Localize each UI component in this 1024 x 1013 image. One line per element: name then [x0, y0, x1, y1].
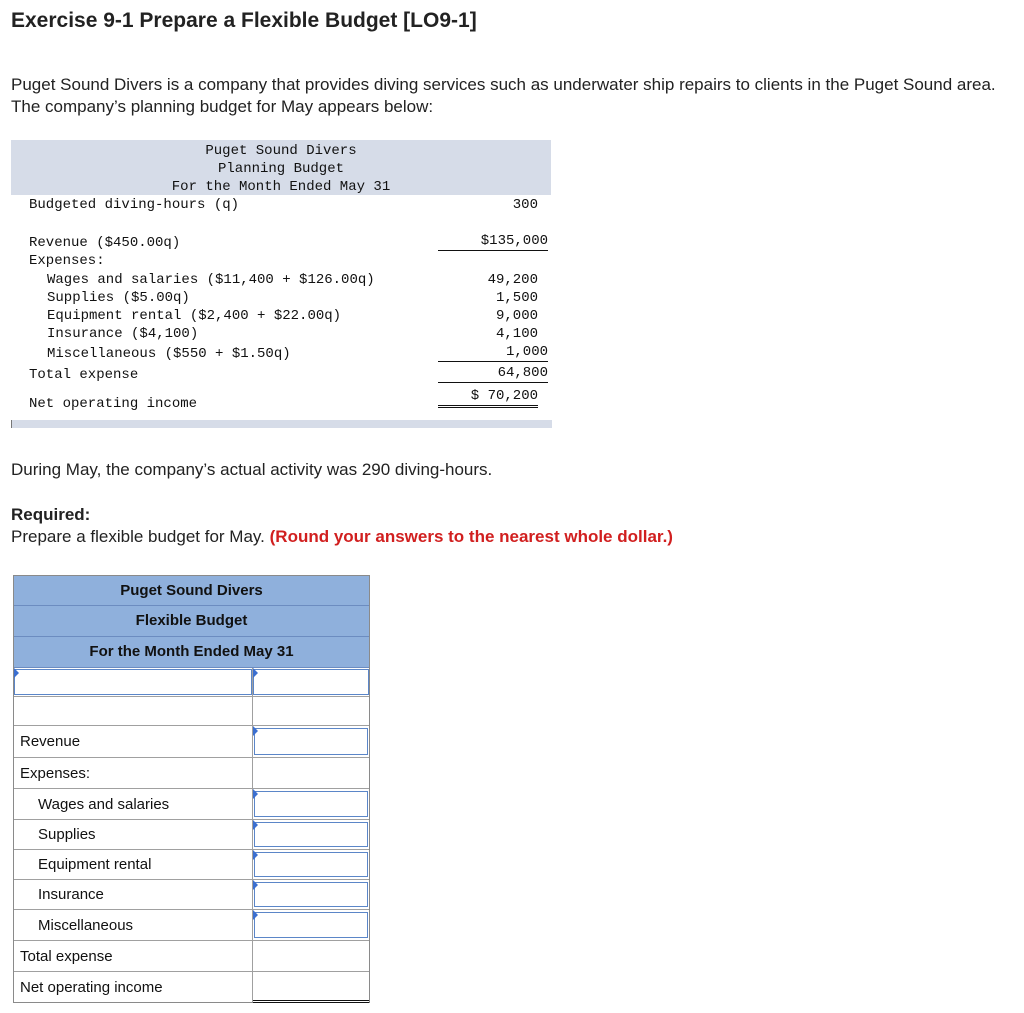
- planning-expense-label: Equipment rental ($2,400 + $22.00q): [47, 308, 342, 324]
- revenue-input[interactable]: [254, 728, 368, 755]
- equipment-row: [14, 850, 369, 880]
- revenue-flag-icon: [253, 726, 258, 736]
- flexible-budget-form: [13, 575, 370, 1003]
- misc-label: Miscellaneous: [14, 910, 253, 940]
- noi-label: Net operating income: [14, 972, 253, 1002]
- revenue-label: Revenue: [14, 726, 253, 757]
- round-note: (Round your answers to the nearest whole dollar.): [269, 527, 673, 546]
- flexible-budget-title: Flexible Budget: [14, 606, 369, 637]
- planning-expense-label: Wages and salaries ($11,400 + $126.00q): [47, 272, 375, 288]
- misc-flag-icon: [253, 910, 258, 920]
- planning-expense-value: 1,500: [495, 290, 538, 306]
- insurance-row: [14, 880, 369, 910]
- wages-row: [14, 789, 369, 820]
- planning-expense-label: Insurance ($4,100): [47, 326, 199, 342]
- planning-activity-label: Budgeted diving-hours (q): [29, 197, 240, 213]
- insurance-value-cell: [253, 880, 369, 909]
- planning-budget-title: Planning Budget: [217, 161, 345, 177]
- planning-expense-value: 9,000: [495, 308, 538, 324]
- wages-value-cell: [253, 789, 369, 819]
- intro-text: Puget Sound Divers is a company that provides diving services such as underwater ship repairs to clients in the Puget Sound area. The company’s planning budget for May appears below:: [11, 75, 996, 116]
- activity-label-input[interactable]: [14, 669, 252, 695]
- activity-value-cell: [253, 668, 369, 696]
- supplies-input[interactable]: [254, 822, 368, 847]
- misc-value-cell: [253, 910, 369, 940]
- activity-value-flag-icon: [253, 668, 258, 678]
- planning-noi-label: Net operating income: [29, 396, 198, 412]
- activity-value-input[interactable]: [253, 669, 369, 695]
- planning-total-expense-value: 64,800: [438, 364, 548, 383]
- supplies-row: [14, 820, 369, 850]
- planning-revenue-label: Revenue ($450.00q): [29, 235, 181, 251]
- misc-input[interactable]: [254, 912, 368, 938]
- planning-expense-value: 4,100: [495, 326, 538, 342]
- blank-value-cell: [253, 697, 369, 725]
- expenses-header-row: [14, 758, 369, 789]
- equipment-flag-icon: [253, 850, 258, 860]
- planning-expenses-label: Expenses:: [29, 253, 105, 269]
- planning-expense-label: Supplies ($5.00q): [47, 290, 190, 306]
- supplies-label: Supplies: [14, 820, 253, 849]
- activity-row: [14, 668, 369, 697]
- expenses-value-cell: [253, 758, 369, 788]
- equipment-label: Equipment rental: [14, 850, 253, 879]
- planning-budget-company: Puget Sound Divers: [205, 143, 357, 159]
- planning-expense-value: 1,000: [438, 343, 548, 362]
- flexible-budget-company: Puget Sound Divers: [14, 576, 369, 606]
- required-text: Prepare a flexible budget for May.: [11, 527, 265, 546]
- actual-activity-text: During May, the company’s actual activity was 290 diving-hours.: [11, 460, 493, 479]
- wages-flag-icon: [253, 789, 258, 799]
- total-expense-row: [14, 941, 369, 972]
- blank-label-cell: [14, 697, 253, 725]
- activity-label-flag-icon: [14, 668, 19, 678]
- activity-label-cell: [14, 668, 253, 696]
- planning-noi-value: $ 70,200: [438, 387, 538, 408]
- noi-value-cell: [253, 972, 369, 1003]
- blank-row: [14, 697, 369, 726]
- flexible-budget-period: For the Month Ended May 31: [14, 637, 369, 668]
- required-label-text: Required:: [11, 505, 91, 524]
- noi-row: [14, 972, 369, 1003]
- supplies-flag-icon: [253, 820, 258, 830]
- planning-budget-footer-band: [11, 420, 552, 428]
- planning-expense-label: Miscellaneous ($550 + $1.50q): [47, 346, 291, 362]
- supplies-value-cell: [253, 820, 369, 849]
- wages-label: Wages and salaries: [14, 789, 253, 819]
- equipment-input[interactable]: [254, 852, 368, 877]
- required-label: [11, 505, 90, 525]
- insurance-label: Insurance: [14, 880, 253, 909]
- equipment-value-cell: [253, 850, 369, 879]
- revenue-row: [14, 726, 369, 758]
- exercise-title: Exercise 9-1 Prepare a Flexible Budget [LO9-1]: [11, 9, 477, 32]
- planning-total-expense-label: Total expense: [29, 367, 139, 383]
- total-expense-value-cell: [253, 941, 369, 971]
- revenue-value-cell: [253, 726, 369, 757]
- wages-input[interactable]: [254, 791, 368, 817]
- insurance-flag-icon: [253, 880, 258, 890]
- planning-budget-period: For the Month Ended May 31: [171, 179, 391, 195]
- required-instructions: [11, 527, 673, 547]
- total-expense-label: Total expense: [14, 941, 253, 971]
- planning-activity-value: 300: [512, 197, 538, 213]
- misc-row: [14, 910, 369, 941]
- planning-expense-value: 49,200: [487, 272, 538, 288]
- planning-revenue-value: $135,000: [438, 232, 548, 251]
- insurance-input[interactable]: [254, 882, 368, 907]
- expenses-label: Expenses:: [14, 758, 253, 788]
